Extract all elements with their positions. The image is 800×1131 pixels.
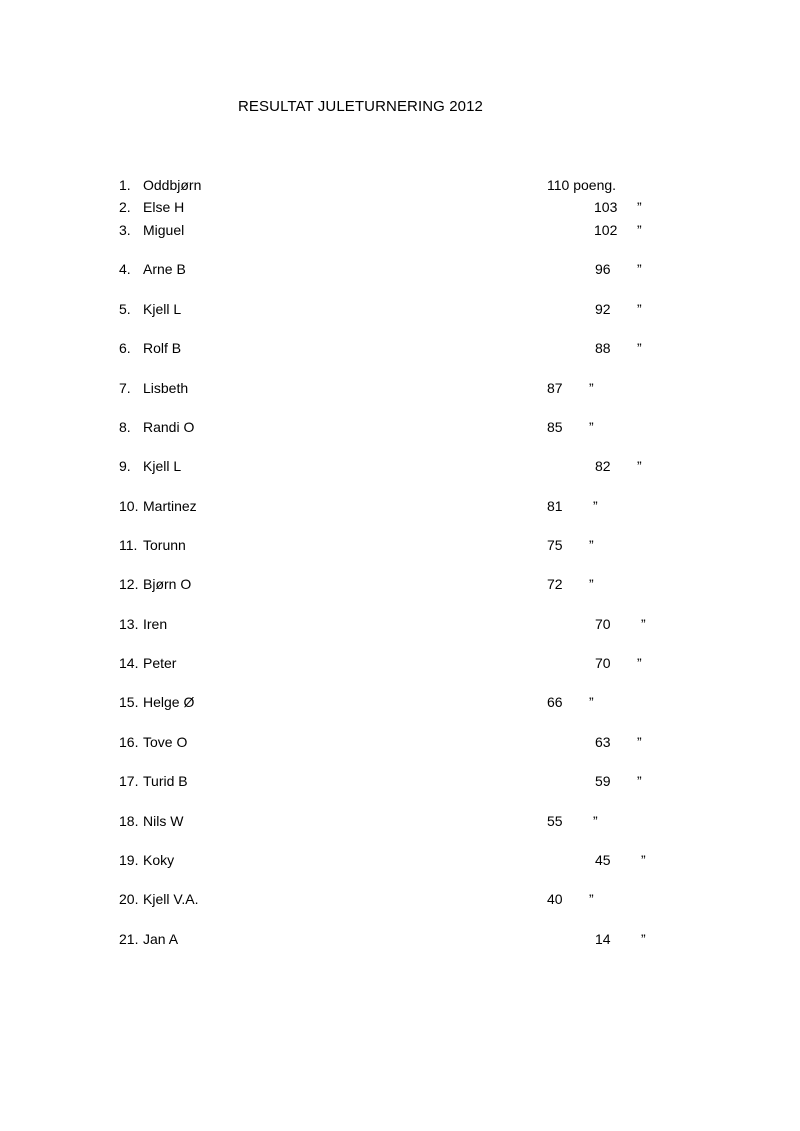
rank-number: 13. [119, 616, 139, 632]
result-row [0, 458, 800, 478]
rank-number: 6. [119, 340, 131, 356]
player-name: Torunn [143, 537, 186, 553]
score-value: 45 [595, 852, 611, 868]
score-value: 40 [547, 891, 563, 907]
score-value: 96 [595, 261, 611, 277]
rank-number: 3. [119, 222, 131, 238]
ditto-mark: ” [637, 458, 642, 474]
rank-number: 19. [119, 852, 139, 868]
player-name: Kjell L [143, 458, 182, 474]
player-name: Arne B [143, 261, 186, 277]
ditto-mark: ” [641, 852, 646, 868]
rank-number: 16. [119, 734, 139, 750]
result-row [0, 199, 800, 219]
player-name: Kjell L [143, 301, 182, 317]
result-row [0, 222, 800, 242]
ditto-mark: ” [589, 537, 594, 553]
rank-number: 5. [119, 301, 131, 317]
ditto-mark: ” [637, 340, 642, 356]
result-row [0, 261, 800, 281]
ditto-mark: ” [589, 419, 594, 435]
result-row [0, 931, 800, 951]
ditto-mark: ” [641, 616, 646, 632]
rank-number: 15. [119, 694, 139, 710]
result-row [0, 734, 800, 754]
rank-number: 7. [119, 380, 131, 396]
result-row [0, 616, 800, 636]
player-name: Turid B [143, 773, 188, 789]
ditto-mark: ” [637, 734, 642, 750]
player-name: Miguel [143, 222, 185, 238]
score-value: 87 [547, 380, 563, 396]
score-value: 59 [595, 773, 611, 789]
result-row [0, 301, 800, 321]
player-name: Bjørn O [143, 576, 192, 592]
player-name: Randi O [143, 419, 195, 435]
rank-number: 2. [119, 199, 131, 215]
result-row [0, 537, 800, 557]
rank-number: 12. [119, 576, 139, 592]
result-row [0, 694, 800, 714]
ditto-mark: ” [593, 813, 598, 829]
ditto-mark: ” [589, 380, 594, 396]
result-row [0, 852, 800, 872]
ditto-mark: ” [589, 694, 594, 710]
player-name: Lisbeth [143, 380, 189, 396]
result-row [0, 340, 800, 360]
rank-number: 14. [119, 655, 139, 671]
rank-number: 4. [119, 261, 131, 277]
score-value: 14 [595, 931, 611, 947]
rank-number: 8. [119, 419, 131, 435]
score-value: 66 [547, 694, 563, 710]
score-value: 82 [595, 458, 611, 474]
score-value: 103 [594, 199, 618, 215]
player-name: Koky [143, 852, 175, 868]
rank-number: 20. [119, 891, 139, 907]
ditto-mark: ” [637, 222, 642, 238]
player-name: Kjell V.A. [143, 891, 199, 907]
ditto-mark: ” [637, 199, 642, 215]
score-value: 70 [595, 655, 611, 671]
result-row [0, 655, 800, 675]
result-row [0, 419, 800, 439]
ditto-mark: ” [637, 773, 642, 789]
player-name: Iren [143, 616, 168, 632]
score-value: 63 [595, 734, 611, 750]
player-name: Jan A [143, 931, 179, 947]
ditto-mark: ” [637, 261, 642, 277]
player-name: Peter [143, 655, 177, 671]
rank-number: 11. [119, 537, 138, 553]
player-name: Oddbjørn [143, 177, 202, 193]
ditto-mark: ” [589, 891, 594, 907]
rank-number: 9. [119, 458, 131, 474]
result-row [0, 177, 800, 197]
ditto-mark: ” [641, 931, 646, 947]
player-name: Martinez [143, 498, 197, 514]
ditto-mark: ” [593, 498, 598, 514]
player-name: Rolf B [143, 340, 182, 356]
rank-number: 18. [119, 813, 139, 829]
result-row [0, 498, 800, 518]
score-value: 102 [594, 222, 618, 238]
score-value: 55 [547, 813, 563, 829]
ditto-mark: ” [637, 655, 642, 671]
score-value: 85 [547, 419, 563, 435]
player-name: Helge Ø [143, 694, 195, 710]
score-value: 81 [547, 498, 563, 514]
result-row [0, 813, 800, 833]
score-value: 70 [595, 616, 611, 632]
player-name: Nils W [143, 813, 184, 829]
player-name: Tove O [143, 734, 188, 750]
result-row [0, 773, 800, 793]
score-value: 75 [547, 537, 563, 553]
document-title: RESULTAT JULETURNERING 2012 [238, 98, 483, 115]
score-value: 92 [595, 301, 611, 317]
result-row [0, 576, 800, 596]
ditto-mark: ” [637, 301, 642, 317]
rank-number: 17. [119, 773, 139, 789]
player-name: Else H [143, 199, 185, 215]
score-value: 72 [547, 576, 563, 592]
rank-number: 21. [119, 931, 139, 947]
ditto-mark: ” [589, 576, 594, 592]
rank-number: 10. [119, 498, 139, 514]
score-value: 110 poeng. [547, 177, 617, 193]
rank-number: 1. [119, 177, 131, 193]
result-row [0, 891, 800, 911]
result-row [0, 380, 800, 400]
score-value: 88 [595, 340, 611, 356]
